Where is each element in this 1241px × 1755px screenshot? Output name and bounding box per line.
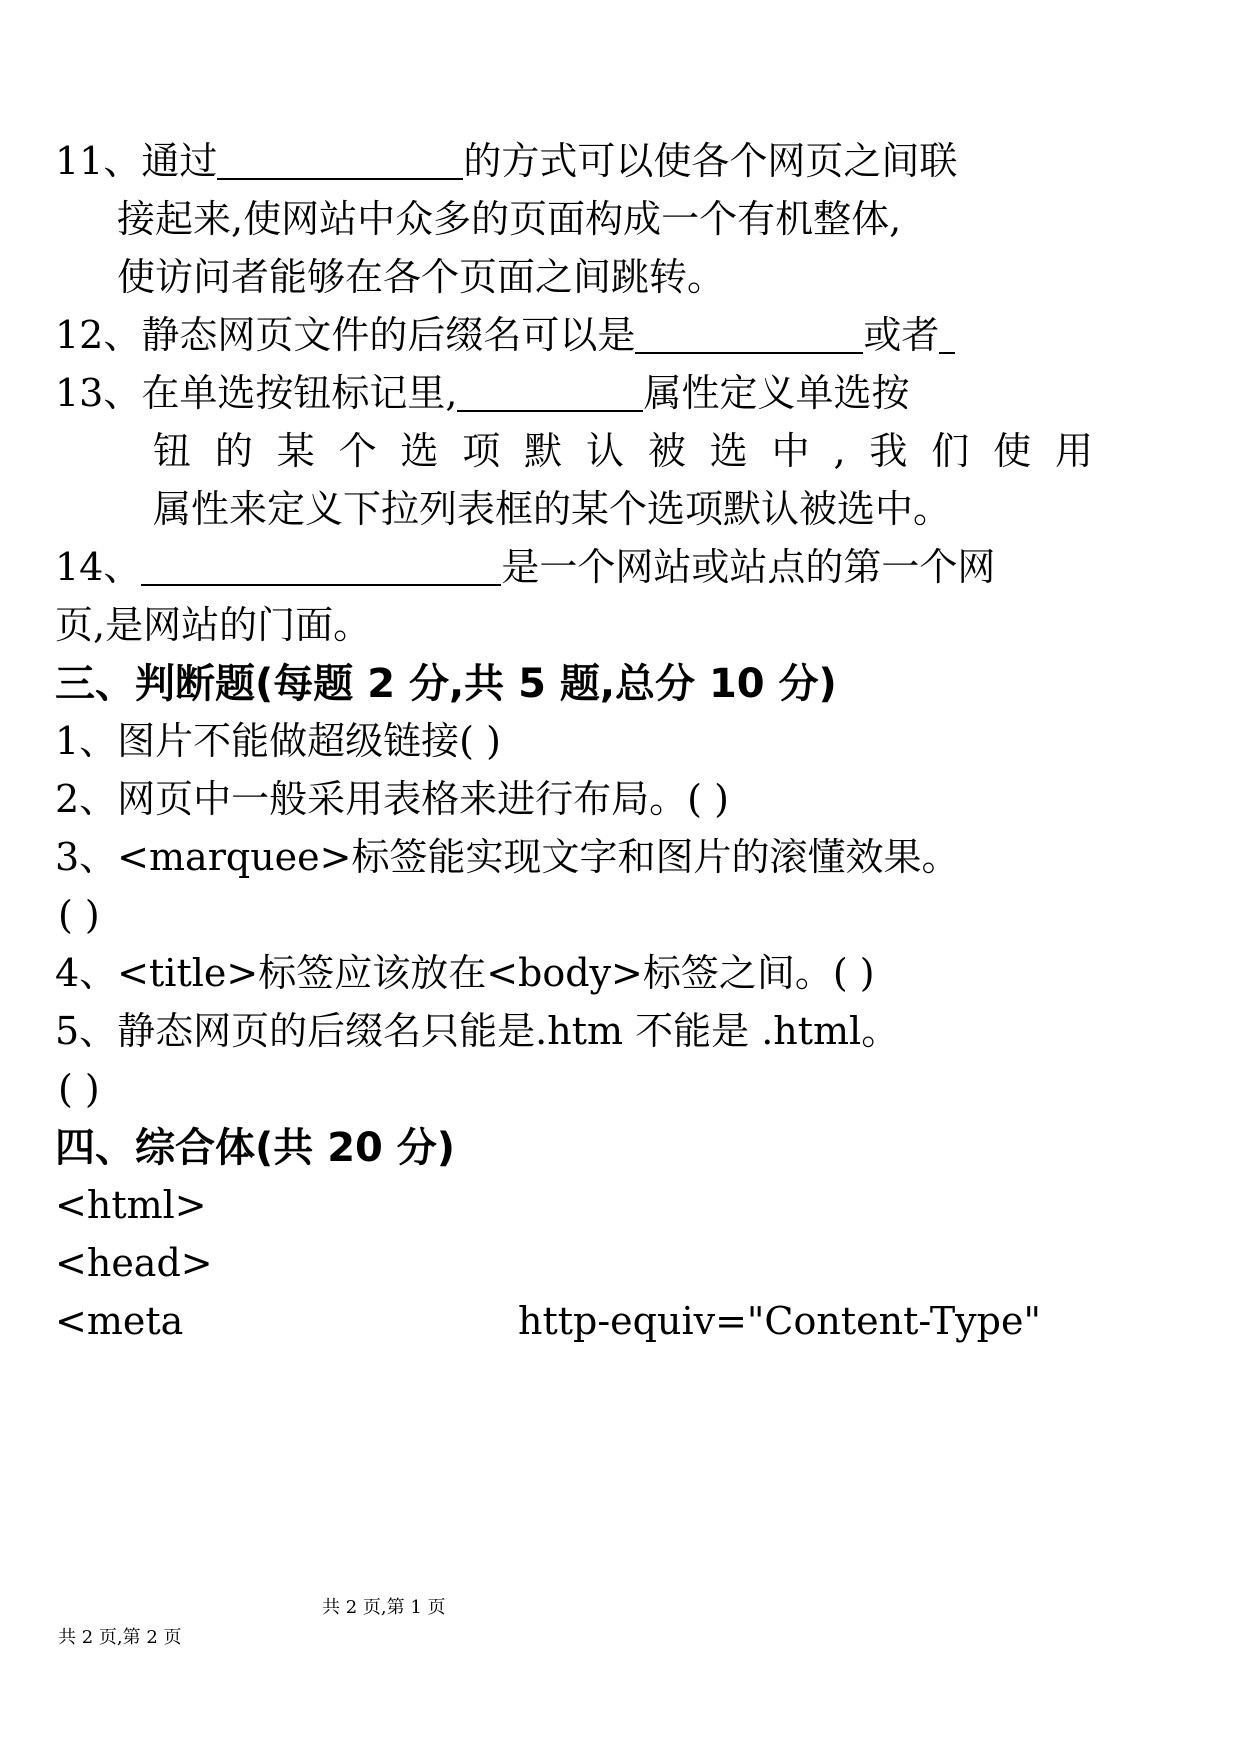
- judge-item-3-paren: ( ): [58, 893, 100, 937]
- q11-suffix: 的方式可以使各个网页之间联: [463, 139, 958, 183]
- q13-suffix: 属性定义单选按: [643, 371, 910, 415]
- code-line-html: <html>: [55, 1183, 207, 1227]
- q12-blank-1[interactable]: [635, 316, 863, 354]
- q13-char: 我: [869, 429, 908, 473]
- q13-char: 选: [709, 429, 748, 473]
- footer-center: 共 2 页,第 1 页: [322, 1597, 446, 1618]
- q12-suffix: 或者: [863, 313, 940, 357]
- judge-item-3: 3、<marquee>标签能实现文字和图片的滚懂效果。: [55, 835, 960, 879]
- q14-suffix: 是一个网站或站点的第一个网: [501, 545, 996, 589]
- q13-char: 认: [586, 429, 625, 473]
- q13-char: 选: [400, 429, 439, 473]
- q14-prefix: 14、: [55, 545, 142, 589]
- q11-blank[interactable]: [217, 142, 463, 180]
- judge-item-1: 1、图片不能做超级链接( ): [55, 719, 501, 763]
- q13-line1: [55, 371, 910, 415]
- judge-item-5-paren: ( ): [58, 1067, 100, 1111]
- q11-line1: [55, 139, 958, 183]
- q11-prefix: 11、通过: [55, 139, 218, 183]
- q13-char: 们: [931, 429, 970, 473]
- code-line-meta-attr: http-equiv="Content-Type": [518, 1299, 1041, 1343]
- q13-line3: 属性来定义下拉列表框的某个选项默认被选中。: [153, 487, 952, 531]
- q13-char: 默: [524, 429, 563, 473]
- q13-char: 中: [771, 429, 810, 473]
- q12-blank-2[interactable]: [939, 316, 955, 354]
- q11-line2: 接起来,使网站中众多的页面构成一个有机整体,: [117, 197, 902, 241]
- q13-char: 个: [338, 429, 377, 473]
- judge-item-2: 2、网页中一般采用表格来进行布局。( ): [55, 777, 729, 821]
- q12-prefix: 12、静态网页文件的后缀名可以是: [55, 313, 636, 357]
- q14-line2: 页,是网站的门面。: [55, 603, 372, 647]
- q13-blank[interactable]: [457, 374, 643, 412]
- q14-line1: [55, 545, 996, 589]
- judge-item-4: 4、<title>标签应该放在<body>标签之间。( ): [55, 951, 875, 995]
- q13-char: 被: [647, 429, 686, 473]
- q13-char: 项: [462, 429, 501, 473]
- q12-line: [55, 313, 955, 357]
- q13-char: ,: [833, 429, 846, 473]
- q13-char: 某: [276, 429, 315, 473]
- code-line-meta: <meta: [55, 1299, 184, 1343]
- q13-char: 用: [1054, 429, 1093, 473]
- section3-title: 三、判断题(每题 2 分,共 5 题,总分 10 分): [55, 661, 837, 707]
- q11-line3: 使访问者能够在各个页面之间跳转。: [117, 255, 726, 299]
- q14-blank[interactable]: [141, 548, 501, 586]
- q13-line2: [153, 429, 1093, 473]
- q13-char: 使: [993, 429, 1032, 473]
- section4-title: 四、综合体(共 20 分): [55, 1125, 456, 1171]
- footer-left: 共 2 页,第 2 页: [58, 1627, 182, 1648]
- q13-prefix: 13、在单选按钮标记里,: [55, 371, 458, 415]
- q13-char: 的: [214, 429, 253, 473]
- q13-char: 钮: [153, 429, 192, 473]
- code-line-head: <head>: [55, 1241, 213, 1285]
- judge-item-5: 5、静态网页的后缀名只能是.htm 不能是 .html。: [55, 1009, 900, 1053]
